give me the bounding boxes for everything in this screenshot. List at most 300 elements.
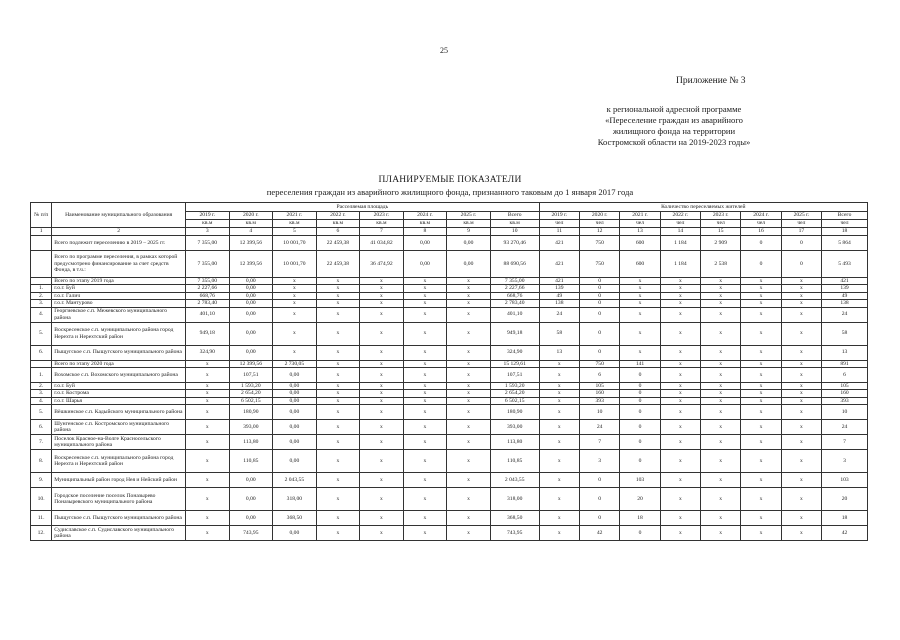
table-cell: x (403, 360, 447, 367)
row-number (31, 251, 52, 278)
program-line: жилищного фонда на территории (612, 126, 736, 136)
table-cell: 0,00 (273, 383, 317, 390)
table-cell: x (660, 368, 700, 383)
table-cell: 1 184 (660, 251, 700, 278)
table-row (31, 300, 868, 307)
table-cell: 750 (580, 251, 620, 278)
table-row (31, 383, 868, 390)
column-number: 12 (580, 228, 620, 236)
table-cell: x (360, 488, 404, 511)
table-cell: x (316, 511, 360, 526)
table-cell: x (447, 360, 491, 367)
people-year-header: 2019 г. (539, 212, 579, 220)
table-cell: x (447, 511, 491, 526)
table-cell: x (660, 300, 700, 307)
table-cell: x (660, 450, 700, 473)
table-cell: x (403, 390, 447, 397)
table-cell: 0,00 (273, 450, 317, 473)
table-cell: x (741, 285, 781, 292)
table-row (31, 322, 868, 345)
header-people-group: Количество переселяемых жителей (539, 203, 867, 212)
municipality-name: Поселок Красное-на-Волге Красносельского муниципального района (52, 435, 186, 450)
table-cell: 0,00 (229, 307, 273, 322)
municipality-name: Воскресенское с.п. муниципального района город Нерехта и Нерехтский район (52, 322, 186, 345)
table-cell: x (781, 300, 821, 307)
table-cell: 103 (822, 473, 868, 488)
table-cell: x (701, 368, 741, 383)
column-number: 18 (822, 228, 868, 236)
table-row (31, 278, 868, 285)
table-cell: x (403, 322, 447, 345)
table-cell: x (701, 511, 741, 526)
area-year-header: 2025 г. (447, 212, 491, 220)
table-cell: x (186, 405, 230, 420)
table-cell: x (620, 322, 660, 345)
table-row (31, 285, 868, 292)
document-subtitle: переселения граждан из аварийного жилищного фонда, признанного таковым до 1 января 2017 года (266, 187, 634, 197)
table-cell: 949,18 (490, 322, 539, 345)
row-number (31, 360, 52, 367)
table-cell: 0,00 (229, 345, 273, 360)
table-cell: x (781, 345, 821, 360)
row-number: 6. (31, 345, 52, 360)
table-cell: x (741, 473, 781, 488)
table-cell: x (316, 383, 360, 390)
table-cell: 24 (822, 307, 868, 322)
table-cell: x (360, 345, 404, 360)
table-cell: x (403, 511, 447, 526)
table-cell: x (447, 345, 491, 360)
table-cell: x (781, 390, 821, 397)
table-cell: x (316, 473, 360, 488)
table-cell: x (316, 397, 360, 404)
table-cell: 0,00 (273, 405, 317, 420)
table-row (31, 473, 868, 488)
table-cell: x (447, 450, 491, 473)
table-cell: 0,00 (273, 397, 317, 404)
table-cell: x (447, 405, 491, 420)
table-cell: x (741, 368, 781, 383)
table-cell: x (403, 473, 447, 488)
column-number: 15 (701, 228, 741, 236)
table-cell: 12 399,56 (229, 251, 273, 278)
table-cell: x (186, 450, 230, 473)
table-cell: 12 399,56 (229, 236, 273, 251)
table-cell: x (660, 488, 700, 511)
table-cell: 5 493 (822, 251, 868, 278)
table-cell: x (741, 435, 781, 450)
table-cell: x (781, 292, 821, 299)
people-year-header: 2021 г. (620, 212, 660, 220)
table-cell: x (273, 292, 317, 299)
table-cell: 24 (580, 420, 620, 435)
table-row (31, 345, 868, 360)
table-cell: x (360, 360, 404, 367)
table-cell: 401,10 (490, 307, 539, 322)
table-cell: x (186, 397, 230, 404)
table-cell: 750 (580, 236, 620, 251)
table-cell: x (360, 278, 404, 285)
table-cell: 393 (822, 397, 868, 404)
column-number: 7 (360, 228, 404, 236)
table-cell: x (741, 292, 781, 299)
row-number (31, 278, 52, 285)
municipality-name: Вёшкинское с.п. Кадыйского муниципального района (52, 405, 186, 420)
table-cell: x (701, 390, 741, 397)
table-cell: x (403, 383, 447, 390)
table-cell: 368,50 (273, 511, 317, 526)
row-number: 12. (31, 526, 52, 541)
table-cell: 10 (822, 405, 868, 420)
table-cell: x (186, 526, 230, 541)
row-number: 11. (31, 511, 52, 526)
table-cell: x (660, 420, 700, 435)
area-unit-header: кв.м (360, 220, 404, 228)
table-cell: 7 355,00 (186, 236, 230, 251)
table-cell: 421 (539, 251, 579, 278)
area-year-header: 2023 г. (360, 212, 404, 220)
table-cell: 0,00 (229, 473, 273, 488)
table-cell: 10 001,70 (273, 251, 317, 278)
table-cell: x (316, 307, 360, 322)
table-cell: x (186, 360, 230, 367)
table-cell: 22 459,38 (316, 236, 360, 251)
table-cell: 42 (822, 526, 868, 541)
table-cell: x (273, 285, 317, 292)
table-cell: 2 043,55 (273, 473, 317, 488)
area-unit-header: кв.м (316, 220, 360, 228)
municipality-name: Всего по этапу 2019 года (52, 278, 186, 285)
table-cell: 0 (781, 236, 821, 251)
row-number: 2. (31, 383, 52, 390)
table-cell: x (539, 397, 579, 404)
table-cell: x (316, 450, 360, 473)
table-cell: x (360, 292, 404, 299)
people-unit-header: чел (660, 220, 700, 228)
table-cell: 0,00 (273, 368, 317, 383)
municipality-name: Воскресенское с.п. муниципального района город Нерехта и Нерехтский район (52, 450, 186, 473)
table-cell: x (186, 420, 230, 435)
table-cell: x (701, 345, 741, 360)
table-cell: x (701, 420, 741, 435)
column-number: 1 (31, 228, 52, 236)
table-cell: x (781, 435, 821, 450)
table-cell: 0 (580, 511, 620, 526)
table-cell: x (701, 307, 741, 322)
table-cell: 891 (822, 360, 868, 367)
table-cell: x (781, 526, 821, 541)
table-cell: 421 (539, 278, 579, 285)
table-cell: 0,00 (403, 236, 447, 251)
table-cell: 1 593,20 (229, 383, 273, 390)
table-cell: 7 355,00 (186, 278, 230, 285)
municipality-name: Судиславское с.п. Судиславского муниципального района (52, 526, 186, 541)
table-cell: x (781, 420, 821, 435)
table-cell: x (741, 360, 781, 367)
program-reference (544, 104, 804, 148)
people-year-header: 2025 г. (781, 212, 821, 220)
people-year-header: 2020 г. (580, 212, 620, 220)
table-cell: x (620, 300, 660, 307)
table-cell: x (447, 435, 491, 450)
table-cell: 0 (620, 368, 660, 383)
table-cell: 107,51 (229, 368, 273, 383)
table-cell: x (660, 397, 700, 404)
table-cell: x (741, 383, 781, 390)
table-row (31, 307, 868, 322)
table-cell: x (447, 322, 491, 345)
table-cell: x (701, 300, 741, 307)
table-row (31, 511, 868, 526)
municipality-name: Пыщугское с.п. Пыщугского муниципального района (52, 345, 186, 360)
header-area-group: Расселяемая площадь (186, 203, 540, 212)
table-row (31, 488, 868, 511)
table-cell: x (660, 473, 700, 488)
table-cell: 2 730,05 (273, 360, 317, 367)
table-cell: x (539, 473, 579, 488)
table-cell: x (316, 420, 360, 435)
table-cell: x (660, 307, 700, 322)
column-number: 16 (741, 228, 781, 236)
area-year-header: 2022 г. (316, 212, 360, 220)
table-cell: x (447, 420, 491, 435)
table-cell: x (781, 397, 821, 404)
people-unit-header: чел (580, 220, 620, 228)
table-cell: x (403, 405, 447, 420)
column-number: 9 (447, 228, 491, 236)
column-number: 5 (273, 228, 317, 236)
table-cell: 0 (620, 450, 660, 473)
table-cell: x (781, 278, 821, 285)
table-cell: 49 (822, 292, 868, 299)
table-cell: x (360, 526, 404, 541)
table-row (31, 397, 868, 404)
table-cell: 2 909 (701, 236, 741, 251)
table-cell: 318,00 (273, 488, 317, 511)
area-unit-header: кв.м (490, 220, 539, 228)
indicators-table-wrapper (30, 202, 868, 541)
table-cell: x (539, 450, 579, 473)
column-number: 13 (620, 228, 660, 236)
people-year-header: Всего (822, 212, 868, 220)
table-cell: x (360, 300, 404, 307)
table-cell: x (316, 345, 360, 360)
table-cell: 0,00 (447, 236, 491, 251)
table-cell: x (781, 307, 821, 322)
table-cell: x (701, 285, 741, 292)
table-cell: x (701, 526, 741, 541)
table-cell: x (447, 488, 491, 511)
table-cell: x (781, 383, 821, 390)
header-num: № п/п (31, 203, 52, 228)
area-unit-header: кв.м (447, 220, 491, 228)
table-cell: x (539, 390, 579, 397)
table-cell: 421 (539, 236, 579, 251)
program-line: Костромской области на 2019-2023 годы» (597, 137, 751, 147)
table-cell: 160 (822, 390, 868, 397)
table-cell: 20 (822, 488, 868, 511)
table-cell: x (620, 307, 660, 322)
table-cell: x (186, 383, 230, 390)
table-cell: x (447, 285, 491, 292)
table-cell: x (360, 307, 404, 322)
table-cell: 42 (580, 526, 620, 541)
table-cell: x (403, 450, 447, 473)
table-cell: x (403, 278, 447, 285)
table-cell: x (781, 368, 821, 383)
table-cell: 0 (580, 278, 620, 285)
table-cell: 2 043,55 (490, 473, 539, 488)
table-cell: 13 (822, 345, 868, 360)
table-cell: 7 355,00 (186, 251, 230, 278)
municipality-name: г.о.г. Галич (52, 292, 186, 299)
table-cell: 1 593,20 (490, 383, 539, 390)
area-unit-header: кв.м (403, 220, 447, 228)
table-cell: x (660, 435, 700, 450)
table-cell: x (660, 278, 700, 285)
table-cell: 2 654,20 (490, 390, 539, 397)
table-cell: 2 783,40 (490, 300, 539, 307)
table-cell: 18 (822, 511, 868, 526)
table-cell: x (701, 278, 741, 285)
table-cell: 0 (741, 251, 781, 278)
municipality-name: г.о.г. Шарья (52, 397, 186, 404)
table-row (31, 236, 868, 251)
table-cell: x (403, 292, 447, 299)
table-cell: 113,80 (229, 435, 273, 450)
table-cell: x (781, 511, 821, 526)
table-cell: x (316, 435, 360, 450)
municipality-name: г.о.г. Буй (52, 285, 186, 292)
table-cell: 0 (620, 397, 660, 404)
table-cell: 324,90 (490, 345, 539, 360)
row-number: 1. (31, 368, 52, 383)
table-cell: 58 (822, 322, 868, 345)
column-number: 6 (316, 228, 360, 236)
table-cell: x (660, 322, 700, 345)
municipality-name: Всего по программе переселения, в рамках которой предусмотрено финансирование за счет средств Фонда, в т.ч.: (52, 251, 186, 278)
table-cell: 600 (620, 236, 660, 251)
table-cell: 113,80 (490, 435, 539, 450)
table-cell: x (316, 360, 360, 367)
table-cell: 93 270,46 (490, 236, 539, 251)
table-cell: 0,00 (229, 285, 273, 292)
table-cell: x (741, 390, 781, 397)
municipality-name: г.о.г. Буй (52, 383, 186, 390)
table-cell: x (360, 390, 404, 397)
column-number: 14 (660, 228, 700, 236)
table-cell: x (186, 368, 230, 383)
table-cell: x (447, 473, 491, 488)
table-cell: 5 864 (822, 236, 868, 251)
table-cell: 0,00 (273, 420, 317, 435)
area-unit-header: кв.м (186, 220, 230, 228)
table-cell: 103 (620, 473, 660, 488)
table-cell: x (701, 292, 741, 299)
table-row (31, 368, 868, 383)
table-cell: x (360, 450, 404, 473)
table-cell: 22 459,38 (316, 251, 360, 278)
table-cell: 0 (741, 236, 781, 251)
table-cell: x (403, 307, 447, 322)
area-year-header: 2024 г. (403, 212, 447, 220)
table-cell: x (447, 278, 491, 285)
table-cell: 110,85 (490, 450, 539, 473)
municipality-name: Муниципальный район город Нея и Нейский район (52, 473, 186, 488)
area-year-header: 2020 г. (229, 212, 273, 220)
table-cell: x (403, 285, 447, 292)
table-cell: 24 (822, 420, 868, 435)
table-cell: 58 (539, 322, 579, 345)
table-cell: x (741, 397, 781, 404)
table-cell: x (701, 397, 741, 404)
table-row (31, 390, 868, 397)
table-cell: 105 (822, 383, 868, 390)
table-cell: 324,90 (186, 345, 230, 360)
table-cell: x (403, 526, 447, 541)
table-cell: 0,00 (229, 278, 273, 285)
table-cell: 7 (822, 435, 868, 450)
table-cell: x (701, 488, 741, 511)
table-cell: x (186, 473, 230, 488)
table-cell: x (701, 473, 741, 488)
table-cell: x (447, 292, 491, 299)
table-cell: 0,00 (403, 251, 447, 278)
table-cell: 24 (539, 307, 579, 322)
table-cell: x (403, 435, 447, 450)
table-cell: x (781, 360, 821, 367)
row-number: 8. (31, 450, 52, 473)
table-cell: x (273, 278, 317, 285)
table-cell: 141 (620, 360, 660, 367)
table-cell: x (660, 285, 700, 292)
table-cell: 18 (620, 511, 660, 526)
program-line: к региональной адресной программе (606, 104, 742, 114)
table-row (31, 360, 868, 367)
table-cell: x (447, 390, 491, 397)
table-cell: 0 (620, 526, 660, 541)
municipality-name: Георгиевское с.п. Межевского муниципального района (52, 307, 186, 322)
table-cell: 12 399,56 (229, 360, 273, 367)
table-cell: 421 (822, 278, 868, 285)
table-cell: 3 (580, 450, 620, 473)
table-row (31, 251, 868, 278)
municipality-name: Всего по этапу 2020 года (52, 360, 186, 367)
table-cell: 139 (539, 285, 579, 292)
area-unit-header: кв.м (273, 220, 317, 228)
table-cell: 3 (822, 450, 868, 473)
table-cell: 668,76 (490, 292, 539, 299)
table-cell: 0,00 (229, 488, 273, 511)
table-cell: 138 (539, 300, 579, 307)
table-cell: x (539, 435, 579, 450)
table-cell: x (316, 368, 360, 383)
table-row (31, 450, 868, 473)
table-cell: x (741, 322, 781, 345)
table-row (31, 405, 868, 420)
table-cell: x (273, 300, 317, 307)
table-cell: x (781, 488, 821, 511)
table-cell: 0,00 (273, 435, 317, 450)
area-year-header: 2019 г. (186, 212, 230, 220)
row-number: 7. (31, 435, 52, 450)
table-cell: 6 502,15 (229, 397, 273, 404)
table-cell: x (403, 368, 447, 383)
table-cell: x (741, 405, 781, 420)
table-cell: x (316, 526, 360, 541)
table-cell: x (539, 526, 579, 541)
table-cell: 36 474,92 (360, 251, 404, 278)
